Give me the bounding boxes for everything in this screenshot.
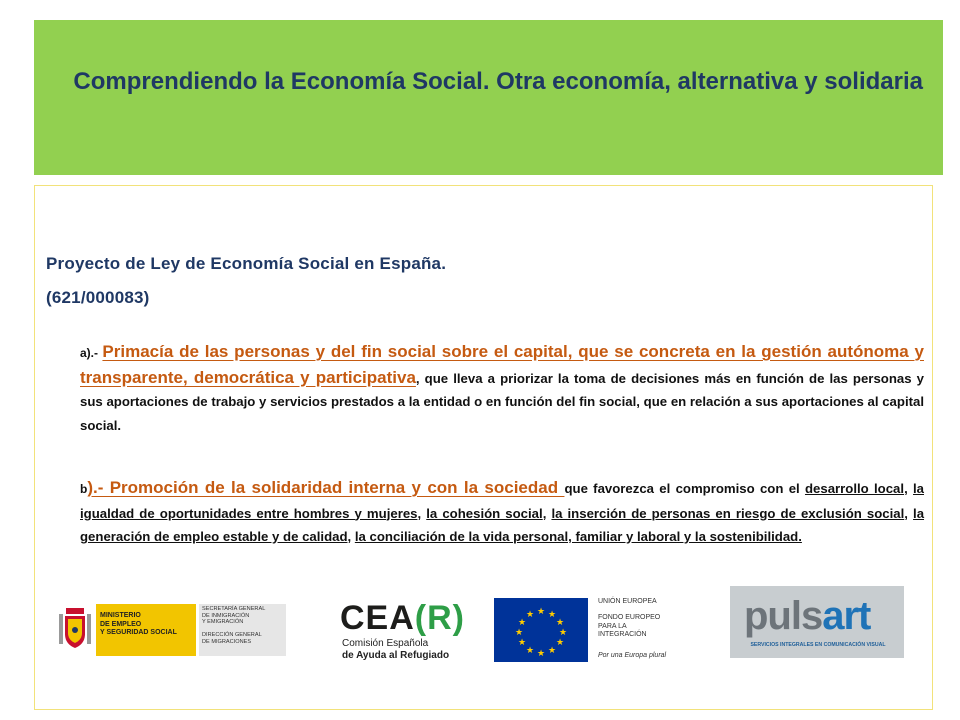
title-band (34, 20, 943, 175)
cear-sub2: de Ayuda al Refugiado (342, 650, 450, 661)
svg-text:★: ★ (547, 646, 557, 656)
eu-logo (494, 598, 694, 664)
cear-sub1: Comisión Española (342, 638, 429, 649)
svg-text:★: ★ (536, 607, 546, 617)
svg-text:★: ★ (555, 618, 565, 628)
svg-text:★: ★ (555, 638, 565, 648)
svg-text:★: ★ (525, 646, 535, 656)
separator: , (904, 505, 914, 521)
underlined-item: la conciliación de la vida personal, familiar y laboral y la sostenibilidad. (354, 529, 802, 544)
paragraph-b-highlight: ).- Promoción de la solidaridad interna y con la sociedad (87, 478, 565, 497)
cear-wordmark (340, 600, 465, 636)
paragraph-b-text: que favorezca el compromiso con el (564, 481, 805, 496)
underlined-item: desarrollo local (804, 481, 905, 496)
secretaria-text: SECRETARÍA GENERAL DE INMIGRACIÓN Y EMIGRACIÓN (202, 606, 266, 626)
paragraph-a-highlight: Primacía de las personas y del fin social sobre el capital, que se concreta en la gestión autónoma y transparente, democrática y participativa (80, 342, 924, 387)
eu-motto-text: Por una Europa plural (598, 652, 667, 659)
underlined-item: la igualdad de oportunidades entre hombres y mujeres (80, 481, 925, 521)
svg-text:★: ★ (517, 618, 527, 628)
pulsart-wordmark (744, 594, 870, 638)
paragraph-b-marker: b (80, 482, 88, 496)
paragraph-a (80, 340, 924, 437)
separator: , (904, 481, 914, 496)
underlined-item: la inserción de personas en riesgo de exclusión social (551, 505, 905, 521)
eu-union-text: UNIÓN EUROPEA (598, 598, 657, 605)
law-project-heading: Proyecto de Ley de Economía Social en España. (46, 254, 447, 273)
pulsart-logo (730, 586, 904, 658)
ministerio-name: MINISTERIO DE EMPLEO Y SEGURIDAD SOCIAL (100, 612, 177, 636)
separator: , (347, 529, 355, 544)
svg-text:★: ★ (558, 628, 568, 638)
svg-text:★: ★ (547, 610, 557, 620)
pulsart-word-a: puls (744, 594, 823, 638)
cear-subtitle (342, 638, 449, 662)
svg-text:★: ★ (536, 649, 546, 659)
separator: , (542, 505, 552, 521)
slide-title: Comprendiendo la Economía Social. Otra economía, alternativa y solidaria (73, 68, 923, 95)
svg-text:★: ★ (514, 628, 524, 638)
paragraph-b (80, 476, 924, 549)
underlined-item: la generación de empleo estable y de calidad (80, 505, 925, 544)
underlined-item: la cohesión social (426, 505, 543, 521)
pulsart-word-b: art (822, 594, 871, 638)
cear-word-b: (R) (414, 599, 465, 637)
paragraph-a-marker: a).- (80, 346, 103, 360)
separator: , (417, 505, 427, 521)
paragraph-a-text: , que lleva a priorizar la toma de decisiones más en función de las personas y sus aportaciones de trabajo y servicios prestados a la entidad o en función del fin social, que en relación a sus aportaciones al capital social. (80, 370, 924, 433)
cear-word-a: CEA (340, 599, 415, 637)
svg-text:★: ★ (525, 610, 535, 620)
ministerio-empleo-logo (56, 602, 286, 658)
coat-of-arms-icon (58, 604, 92, 654)
law-project-number: (621/000083) (46, 288, 150, 307)
cear-logo (340, 599, 465, 664)
direccion-text: DIRECCIÓN GENERAL DE MIGRACIONES (202, 632, 262, 645)
svg-text:★: ★ (517, 638, 527, 648)
eu-fund-text: FONDO EUROPEO PARA LA INTEGRACIÓN (598, 614, 661, 638)
pulsart-tagline: SERVICIOS INTEGRALES EN COMUNICACIÓN VISUAL (750, 642, 886, 648)
eu-flag-icon (494, 598, 588, 662)
